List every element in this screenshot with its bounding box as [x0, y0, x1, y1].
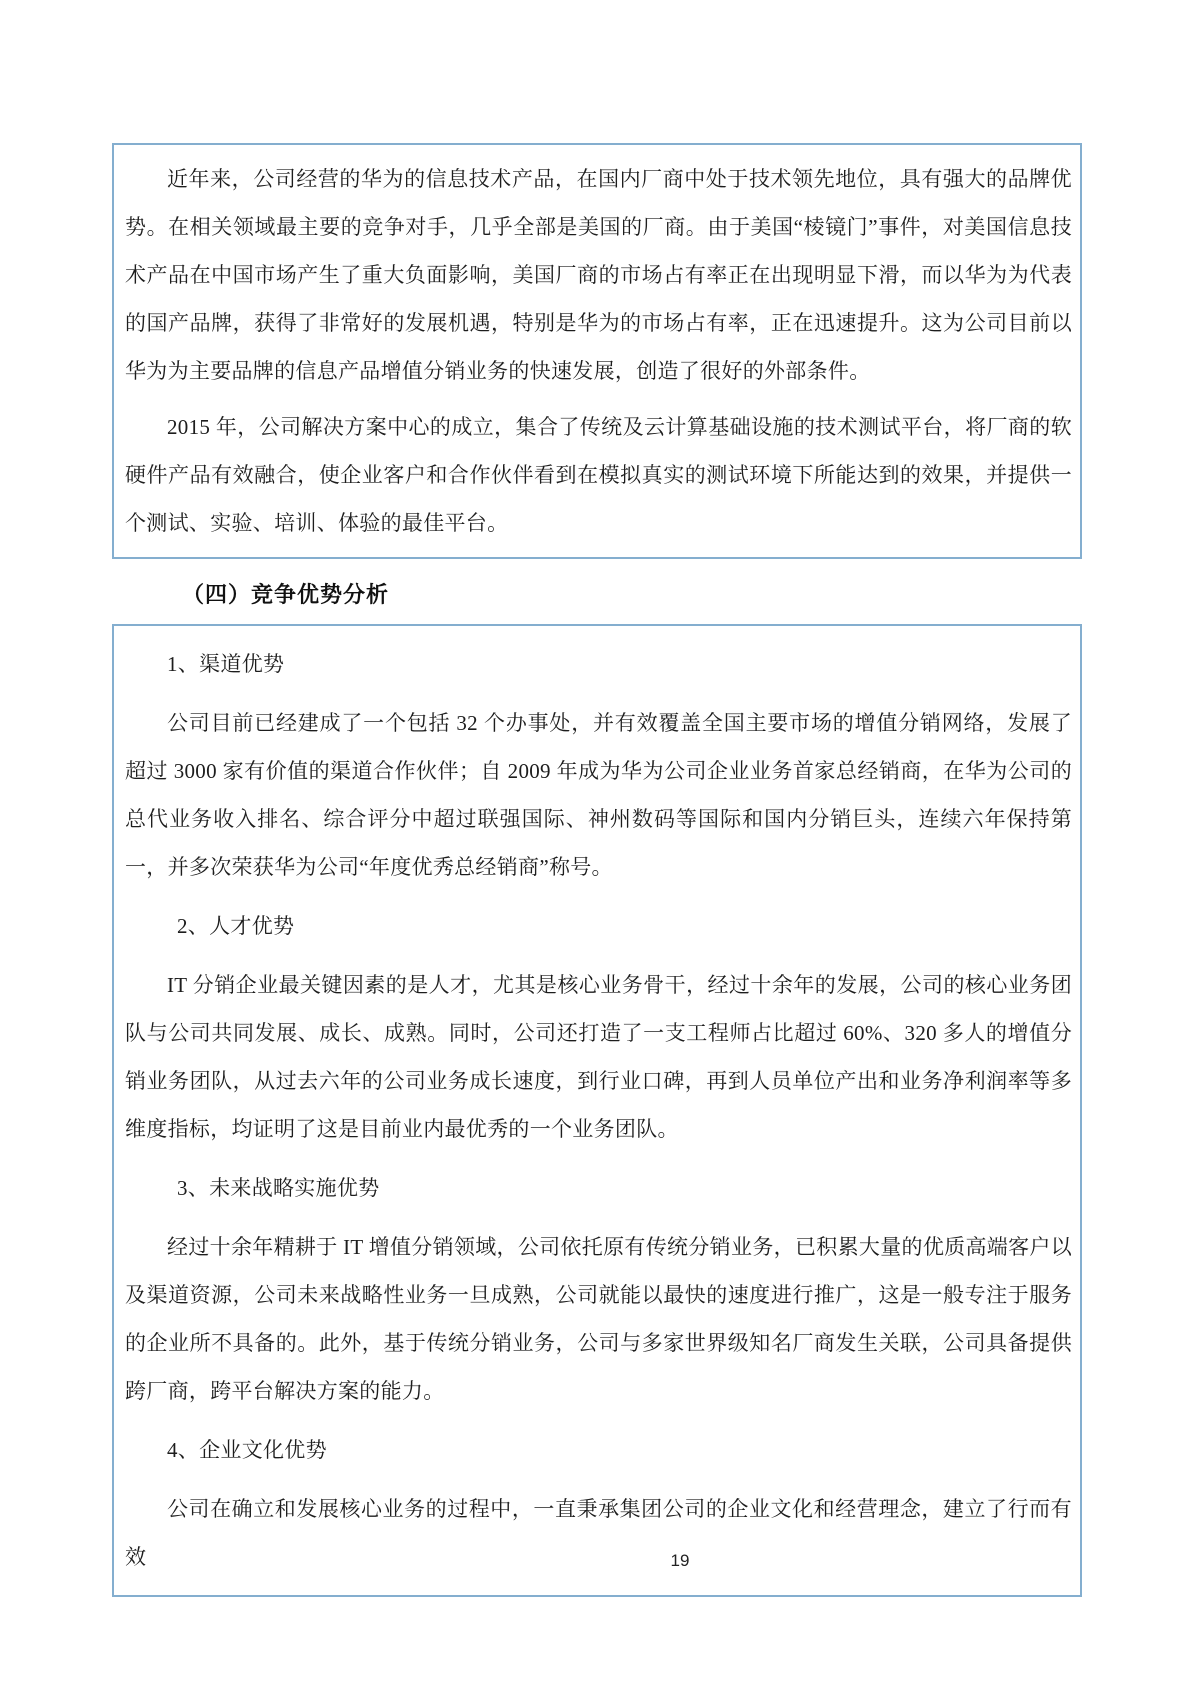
- advantage-1-body: 公司目前已经建成了一个包括 32 个办事处，并有效覆盖全国主要市场的增值分销网络，发展了超过 3000 家有价值的渠道合作伙伴；自 2009 年成为华为公司企业业务首家总经销商，在华为公司的总代业务收入排名、综合评分中超过联强国际、神州数码等国际和国内分销巨头，连续六年保持第一，并多次荣获华为公司“年度优秀总经销商”称号。: [125, 711, 1072, 879]
- advantage-4-body: 公司在确立和发展核心业务的过程中，一直秉承集团公司的企业文化和经营理念，建立了行而有效: [125, 1497, 1072, 1569]
- advantage-3-body: 经过十余年精耕于 IT 增值分销领域，公司依托原有传统分销业务，已积累大量的优质高端客户以及渠道资源，公司未来战略性业务一旦成熟，公司就能以最快的速度进行推广，这是一般专注于服务的企业所不具备的。此外，基于传统分销业务，公司与多家世界级知名厂商发生关联，公司具备提供跨厂商，跨平台解决方案的能力。: [125, 1235, 1072, 1403]
- intro-paragraph-1: 近年来，公司经营的华为的信息技术产品，在国内厂商中处于技术领先地位，具有强大的品牌优势。在相关领域最主要的竞争对手，几乎全部是美国的厂商。由于美国“棱镜门”事件，对美国信息技术产品在中国市场产生了重大负面影响，美国厂商的市场占有率正在出现明显下滑，而以华为为代表的国产品牌，获得了非常好的发展机遇，特别是华为的市场占有率，正在迅速提升。这为公司目前以华为为主要品牌的信息产品增值分销业务的快速发展，创造了很好的外部条件。: [125, 167, 1072, 383]
- advantage-2-title: 2、人才优势: [177, 914, 295, 938]
- intro-text-box: [112, 143, 1082, 559]
- advantages-text-box: [112, 624, 1082, 1597]
- intro-paragraph-2: 2015 年，公司解决方案中心的成立，集合了传统及云计算基础设施的技术测试平台，将厂商的软硬件产品有效融合，使企业客户和合作伙伴看到在模拟真实的测试环境下所能达到的效果，并提供一个测试、实验、培训、体验的最佳平台。: [125, 415, 1072, 535]
- advantage-2-body: IT 分销企业最关键因素的是人才，尤其是核心业务骨干，经过十余年的发展，公司的核心业务团队与公司共同发展、成长、成熟。同时，公司还打造了一支工程师占比超过 60%、320 多人的增值分销业务团队，从过去六年的公司业务成长速度，到行业口碑，再到人员单位产出和业务净利润率等多维度指标，均证明了这是目前业内最优秀的一个业务团队。: [125, 973, 1072, 1141]
- advantage-1-title: 1、渠道优势: [167, 652, 285, 676]
- page-number: 19: [670, 1551, 690, 1570]
- section-heading-competitive-advantage: （四）竞争优势分析: [182, 582, 390, 607]
- advantage-3-title: 3、未来战略实施优势: [177, 1176, 380, 1200]
- advantage-4-title: 4、企业文化优势: [167, 1438, 327, 1462]
- page-content: [112, 143, 1082, 1597]
